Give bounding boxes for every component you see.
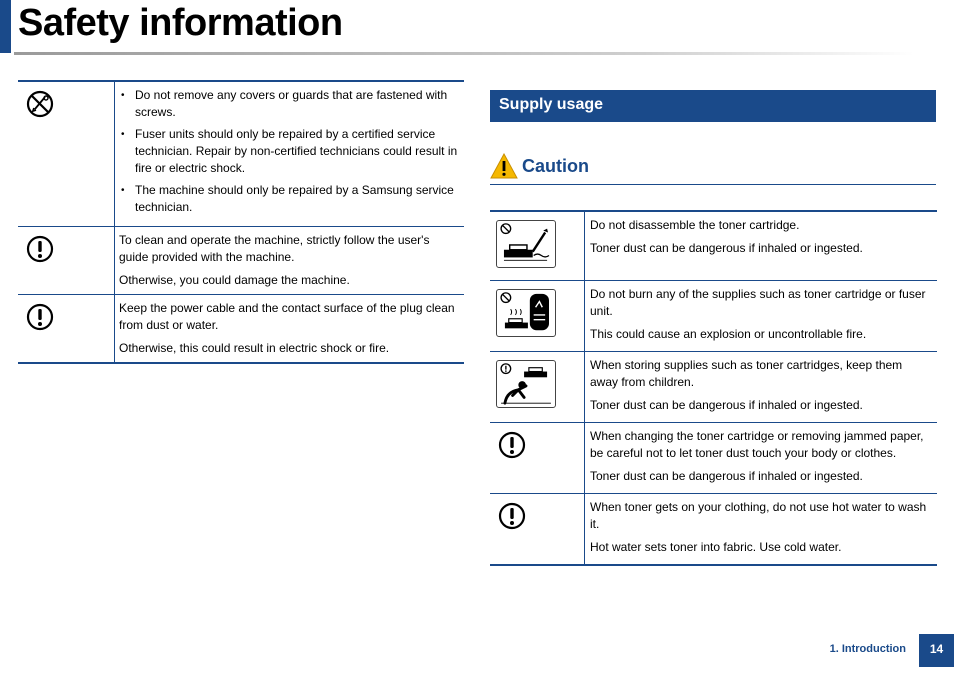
- paragraph: Do not burn any of the supplies such as toner cartridge or fuser unit.: [590, 286, 926, 318]
- bullet-list: [119, 87, 458, 216]
- list-item: • Fuser units should only be repaired by a certified service technician. Repair by non-certified technicians could result in fire or electric shock.: [135, 126, 458, 177]
- paragraph: Otherwise, you could damage the machine.: [119, 273, 350, 287]
- exclamation-icon: [26, 235, 54, 263]
- table-row: [18, 81, 464, 227]
- list-item: • The machine should only be repaired by a Samsung service technician.: [135, 182, 458, 216]
- paragraph: Keep the power cable and the contact surface of the plug clean from dust or water.: [119, 301, 455, 332]
- exclamation-icon: [498, 502, 526, 530]
- paragraph: Do not disassemble the toner cartridge.: [590, 218, 800, 232]
- table-row: [490, 422, 937, 493]
- table-row: [490, 280, 937, 351]
- exclamation-icon: [26, 303, 54, 331]
- icon-cell: [18, 81, 115, 227]
- paragraph: Toner dust can be dangerous if inhaled or ingested.: [590, 397, 863, 412]
- icon-cell: [490, 422, 585, 493]
- text-cell: [115, 295, 465, 364]
- page-accent-bar: [0, 0, 11, 53]
- list-item: • Do not remove any covers or guards that are fastened with screws.: [135, 87, 458, 121]
- warning-triangle-icon: [490, 153, 518, 179]
- exclamation-icon: [498, 431, 526, 459]
- icon-cell: [490, 211, 585, 280]
- paragraph: When toner gets on your clothing, do not use hot water to wash it.: [590, 499, 927, 531]
- safety-table: [18, 80, 464, 364]
- no-disassemble-toner-icon: [496, 220, 556, 268]
- icon-cell: [18, 295, 115, 364]
- icon-cell: [490, 351, 585, 422]
- paragraph: When changing the toner cartridge or removing jammed paper, be careful not to let toner dust touch your body or clothes.: [590, 428, 924, 460]
- footer-section-label: 1. Introduction: [829, 643, 906, 655]
- text-cell: [115, 227, 465, 295]
- table-row: [490, 493, 937, 565]
- paragraph: To clean and operate the machine, strictly follow the user's guide provided with the machine.: [119, 233, 430, 264]
- caution-heading: [490, 153, 936, 185]
- table-row: [490, 351, 937, 422]
- text-cell: [585, 493, 938, 565]
- page-title: Safety information: [18, 2, 343, 44]
- no-burn-supplies-icon: [496, 289, 556, 337]
- supply-usage-table: [490, 210, 937, 566]
- text-cell: [585, 422, 938, 493]
- icon-cell: [490, 280, 585, 351]
- paragraph: Toner dust can be dangerous if inhaled or ingested.: [590, 241, 863, 255]
- no-disassemble-icon: [26, 90, 54, 118]
- paragraph: Toner dust can be dangerous if inhaled or ingested.: [590, 468, 863, 483]
- keep-away-children-icon: [496, 360, 556, 408]
- caution-label: Caution: [522, 156, 589, 176]
- table-row: [18, 227, 464, 295]
- paragraph: Hot water sets toner into fabric. Use cold water.: [590, 539, 842, 554]
- section-header: Supply usage: [490, 90, 936, 122]
- text-cell: [585, 280, 938, 351]
- paragraph: When storing supplies such as toner cartridges, keep them away from children.: [590, 357, 903, 389]
- text-cell: [585, 211, 938, 280]
- table-row: [490, 211, 937, 280]
- text-cell: [585, 351, 938, 422]
- icon-cell: [490, 493, 585, 565]
- title-rule: [14, 52, 914, 55]
- icon-cell: [18, 227, 115, 295]
- paragraph: This could cause an explosion or uncontrollable fire.: [590, 326, 867, 341]
- paragraph: Otherwise, this could result in electric shock or fire.: [119, 341, 390, 355]
- table-row: [18, 295, 464, 364]
- text-cell: [115, 81, 465, 227]
- page-number: 14: [919, 634, 954, 667]
